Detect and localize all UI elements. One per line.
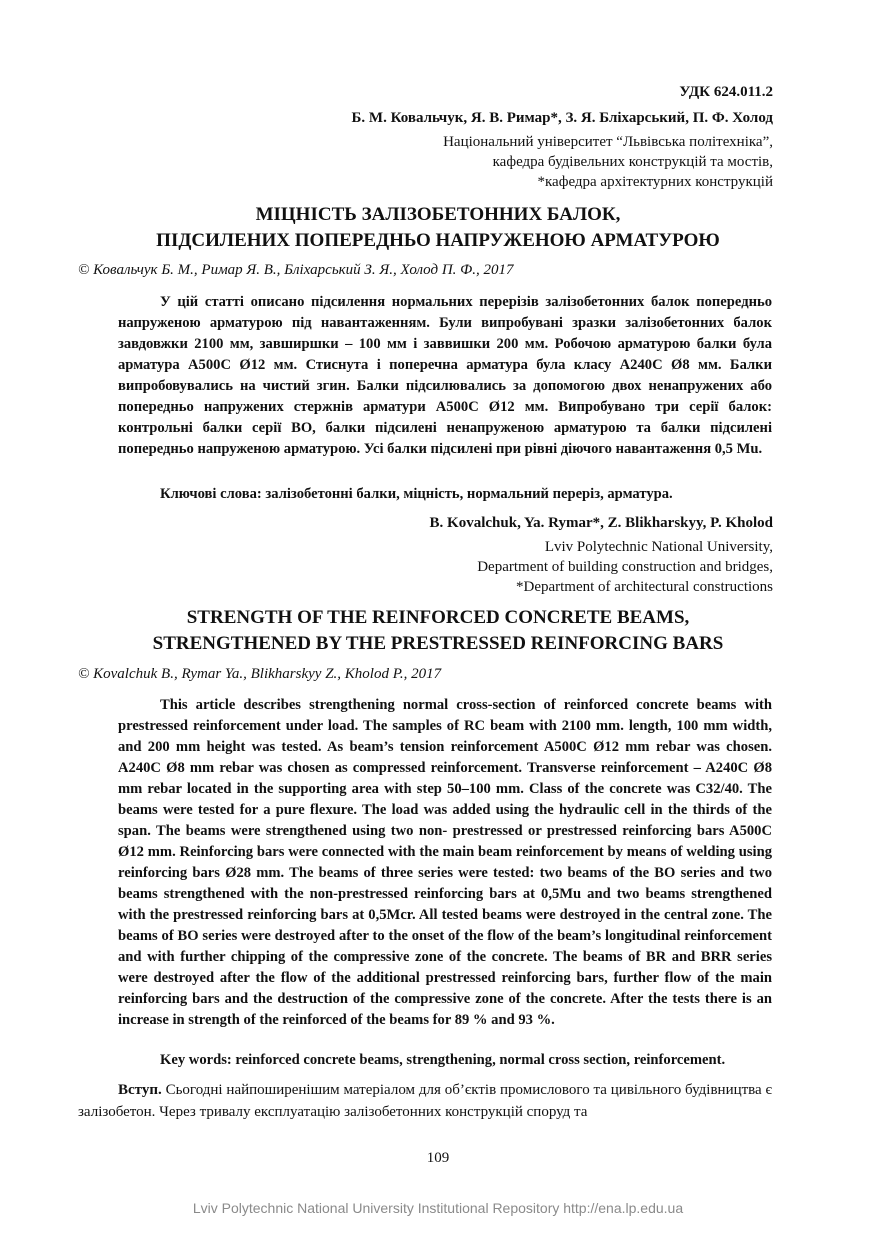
en-affiliation: [477, 537, 773, 597]
repository-footer: Lviv Polytechnic National University Institutional Repository http://ena.lp.edu.ua: [192, 1200, 684, 1216]
en-copyright: © Kovalchuk B., Rymar Ya., Blikharskyy Z., Kholod P., 2017: [78, 666, 442, 682]
en-title-line: STRENGTHENED BY THE PRESTRESSED REINFORCING BARS: [152, 633, 724, 654]
en-affiliation-line: *Department of architectural constructions: [516, 579, 773, 595]
ua-title-line: МІЦНІСТЬ ЗАЛІЗОБЕТОННИХ БАЛОК,: [255, 204, 621, 225]
intro-text: Сьогодні найпоширенішим матеріалом для об’єктів промислового та цивільного будівництва є залізобетон. Через тривалу експлуатацію залізобетонних конструкцій споруд та: [78, 1082, 772, 1120]
en-keywords: Key words: reinforced concrete beams, strengthening, normal cross section, reinforcement.: [160, 1052, 726, 1068]
en-affiliation-line: Department of building construction and bridges,: [477, 559, 773, 575]
ua-affiliation-line: кафедра будівельних конструкцій та мостів,: [492, 154, 773, 170]
ua-affiliation-line: *кафедра архітектурних конструкцій: [537, 174, 773, 190]
ua-affiliation-line: Національний університет “Львівська політехніка”,: [443, 134, 773, 150]
ua-keywords: Ключові слова: залізобетонні балки, міцність, нормальний переріз, арматура.: [160, 486, 673, 502]
en-title-line: STRENGTH OF THE REINFORCED CONCRETE BEAMS,: [186, 607, 690, 628]
en-authors: B. Kovalchuk, Ya. Rymar*, Z. Blikharskyy, P. Kholod: [429, 515, 773, 531]
ua-copyright: © Ковальчук Б. М., Римар Я. В., Бліхарський З. Я., Холод П. Ф., 2017: [78, 262, 514, 278]
ua-title-line: ПІДСИЛЕНИХ ПОПЕРЕДНЬО НАПРУЖЕНОЮ АРМАТУРОЮ: [156, 230, 720, 251]
intro-section: [78, 1079, 772, 1123]
en-title: [0, 605, 876, 657]
intro-paragraph: [78, 1079, 772, 1123]
page-number: 109: [426, 1150, 450, 1166]
en-abstract-text: This article describes strengthening normal cross-section of reinforced concrete beams with prestressed reinforcement under load. The samples of RC beam with 2100 mm. length, 100 mm width, and 200 mm height was tested. As beam’s tension reinforcement A500C Ø12 mm rebar was chosen. A240C Ø8 mm rebar was chosen as compressed reinforcement. Transverse reinforcement – A240C Ø8 mm rebar located in the supporting area with step 50–100 mm. Class of the concrete was C32/40. The beams were tested for a pure flexure. The load was added using the hydraulic cell in the thirds of the span. The beams were strengthened using two non- prestressed or prestressed reinforcing bars A500C Ø12 mm. Reinforcing bars were connected with the main beam reinforcement by means of welding using reinforcing bars Ø28 mm. The beams of three series were tested: two beams of the BO series and two beams strengthened with the non-prestressed reinforcing bars at 0,5Mu and two beams strengthened with the prestressed reinforcing bars at 0,5Mcr. All tested beams were destroyed in the central zone. The beams of BO series were destroyed after to the onset of the flow of the beam’s longitudinal reinforcement and with further chipping of the compressive zone of the concrete. The beams of BR and BRR series were destroyed after the flow of the additional prestressed reinforcing bars, further flow of the main reinforcing bars and the destruction of the compressive zone of the concrete. After the tests there is an increase in strength of the reinforced of the beams for 89 % and 93 %.: [118, 697, 772, 1028]
ua-abstract: [118, 292, 772, 460]
ua-affiliation: [443, 132, 773, 192]
en-abstract: [118, 695, 772, 1031]
ua-authors: Б. М. Ковальчук, Я. В. Римар*, З. Я. Бліхарський, П. Ф. Холод: [351, 110, 773, 126]
intro-lead: Вступ.: [118, 1082, 162, 1098]
ua-abstract-text: У цій статті описано підсилення нормальних перерізів залізобетонних балок попередньо напруженою арматурою під навантаженням. Були випробувані зразки залізобетонних балок завдовжки 2100 мм, завширшки – 100 мм і заввишки 200 мм. Робочою арматурою балки була арматура А500С Ø12 мм. Стиснута і поперечна арматура була класу А240С Ø8 мм. Балки випробовувались на чистий згин. Балки підсилювались за допомогою двох ненапружених або попередньо напружених стержнів арматури А500С Ø12 мм. Випробувано три серії балок: контрольні балки серії ВО, балки підсилені ненапруженою арматурою та балки підсилені попередньо напруженою арматурою. Усі балки підсилені при рівні діючого навантаження 0,5 Mu.: [118, 294, 772, 457]
ua-title: [0, 202, 876, 254]
en-affiliation-line: Lviv Polytechnic National University,: [544, 539, 773, 555]
udk-code: УДК 624.011.2: [679, 84, 773, 100]
